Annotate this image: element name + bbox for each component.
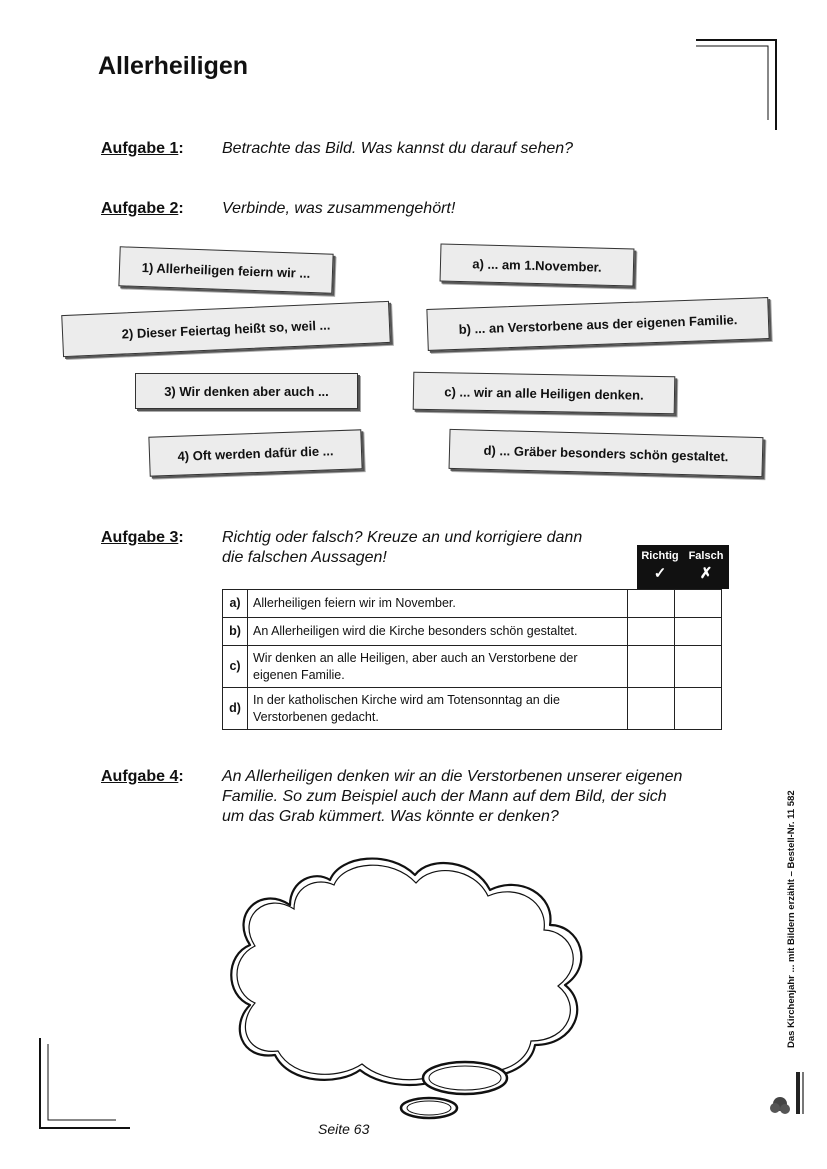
thought-bubble[interactable] xyxy=(220,845,600,1125)
falsch-checkbox[interactable] xyxy=(675,688,722,730)
task-3-label: Aufgabe 3: xyxy=(101,529,184,546)
task-1-label: Aufgabe 1: xyxy=(101,140,184,157)
row-statement: An Allerheiligen wird die Kirche besonders schön gestaltet. xyxy=(248,618,628,646)
checkmark-icon: ✓ xyxy=(653,565,667,582)
row-letter: c) xyxy=(223,646,248,688)
page-title: Allerheiligen xyxy=(98,52,249,80)
row-statement: In der katholischen Kirche wird am Totensonntag an die Verstorbenen gedacht. xyxy=(248,688,628,730)
match-card-3[interactable]: 3) Wir denken aber auch ... xyxy=(135,373,358,409)
task-4-label: Aufgabe 4: xyxy=(101,768,184,785)
richtig-checkbox[interactable] xyxy=(628,646,675,688)
match-card-d[interactable]: d) ... Gräber besonders schön gestaltet. xyxy=(449,429,764,477)
falsch-checkbox[interactable] xyxy=(675,618,722,646)
cross-icon: ✗ xyxy=(699,565,713,582)
row-letter: d) xyxy=(223,688,248,730)
row-statement: Wir denken an alle Heiligen, aber auch an Verstorbene der eigenen Familie. xyxy=(248,646,628,688)
task-4-text: An Allerheiligen denken wir an die Verstorbenen unserer eigenen Familie. So zum Beispiel auch der Mann auf dem Bild, der sich um das Grab kümmert. Was könnte er denken? xyxy=(222,768,683,825)
task-2-text: Verbinde, was zusammengehört! xyxy=(222,200,456,217)
falsch-checkbox[interactable] xyxy=(675,590,722,618)
richtig-checkbox[interactable] xyxy=(628,618,675,646)
true-false-table xyxy=(222,589,722,730)
header-falsch: Falsch ✗ xyxy=(683,545,729,589)
task-1-text: Betrachte das Bild. Was kannst du darauf sehen? xyxy=(222,140,574,157)
falsch-checkbox[interactable] xyxy=(675,646,722,688)
tree-icon xyxy=(768,1068,812,1116)
richtig-checkbox[interactable] xyxy=(628,590,675,618)
table-row xyxy=(223,688,722,730)
match-card-b[interactable]: b) ... an Verstorbene aus der eigenen Familie. xyxy=(426,297,769,351)
corner-ornament-top-right xyxy=(690,36,790,136)
table-row xyxy=(223,590,722,618)
table-row xyxy=(223,646,722,688)
order-info: Das Kirchenjahr ... mit Bildern erzählt – Bestell-Nr. 11 582 xyxy=(786,790,797,1048)
match-card-4[interactable]: 4) Oft werden dafür die ... xyxy=(148,429,362,476)
task-3-text: Richtig oder falsch? Kreuze an und korrigiere dann die falschen Aussagen! xyxy=(222,529,583,566)
match-card-c[interactable]: c) ... wir an alle Heiligen denken. xyxy=(413,372,676,415)
match-card-2[interactable]: 2) Dieser Feiertag heißt so, weil ... xyxy=(61,301,391,357)
task-2-label: Aufgabe 2: xyxy=(101,200,184,217)
row-letter: a) xyxy=(223,590,248,618)
row-statement: Allerheiligen feiern wir im November. xyxy=(248,590,628,618)
richtig-checkbox[interactable] xyxy=(628,688,675,730)
page-number: Seite 63 xyxy=(318,1121,370,1137)
table-row xyxy=(223,618,722,646)
row-letter: b) xyxy=(223,618,248,646)
match-card-a[interactable]: a) ... am 1.November. xyxy=(440,243,635,286)
match-card-1[interactable]: 1) Allerheiligen feiern wir ... xyxy=(118,246,333,293)
corner-ornament-bottom-left xyxy=(36,1034,136,1134)
header-richtig: Richtig ✓ xyxy=(637,545,683,589)
publisher-logo xyxy=(768,1068,812,1116)
